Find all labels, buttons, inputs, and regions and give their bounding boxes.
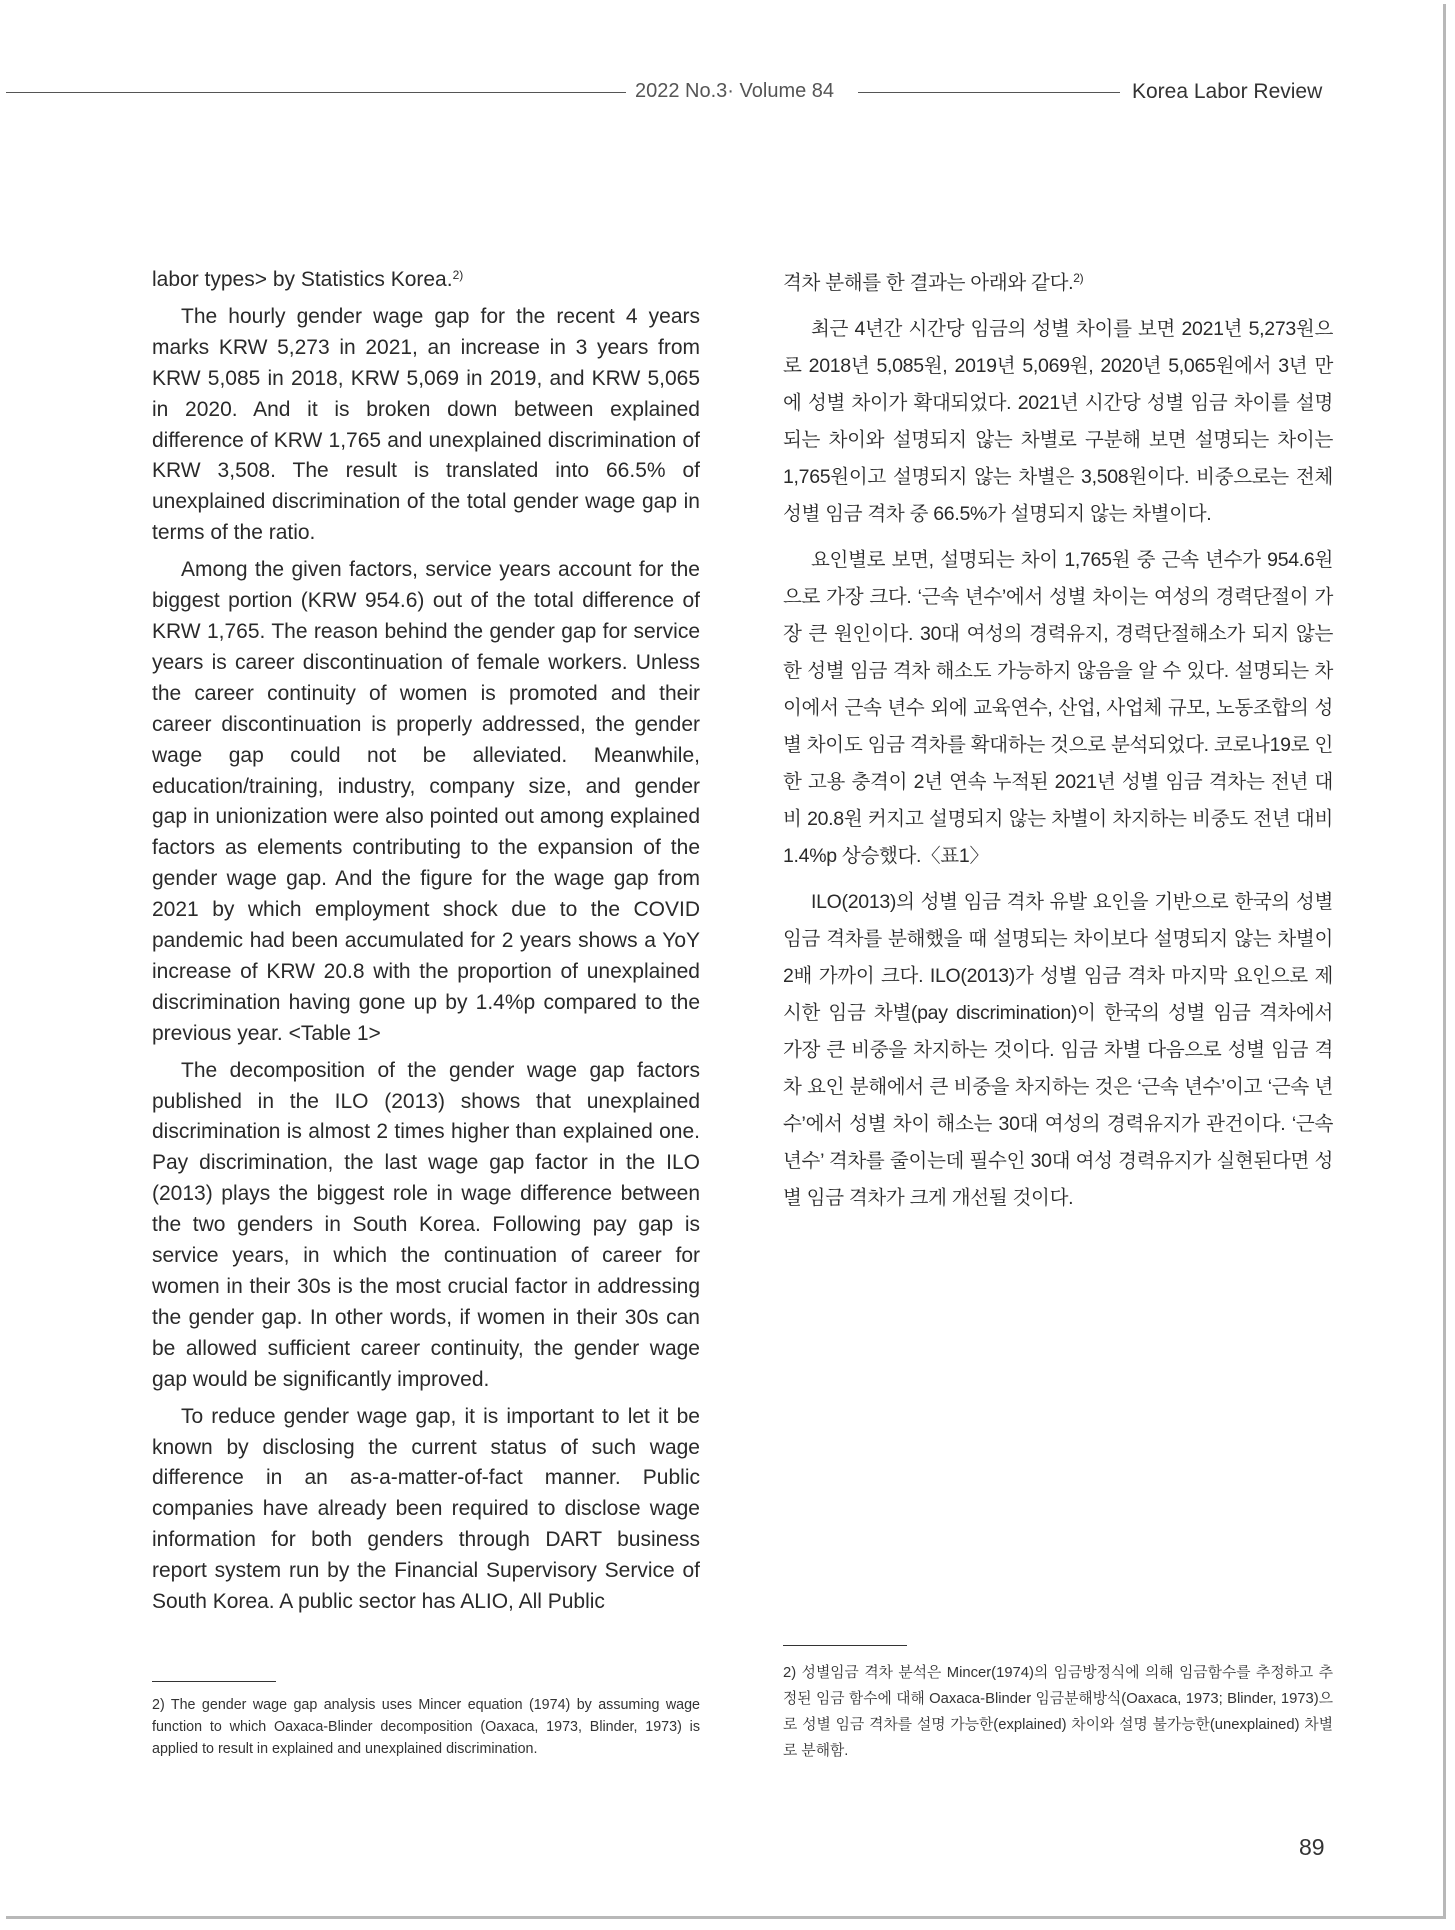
paragraph: 격차 분해를 한 결과는 아래와 같다.$^{2)}$: [783, 271, 1084, 294]
header-rule-middle: [858, 92, 1120, 93]
issue-info: 2022 No.3· Volume 84: [635, 80, 835, 102]
footnote-marker: 2): [452, 268, 464, 282]
english-column: [152, 260, 700, 1624]
paragraph: Among the given factors, service years account for the biggest portion (KRW 954.6) out of the total difference of KRW 1,765. The reason behind the gender gap for service years is career discontinuation of female workers. Unless the career continuity of women is promoted and their career discontinuation is properly addressed, the gender wage gap could not be alleviated. Meanwhile, education/training, industry, company size, and gender gap in unionization were also pointed out among explained factors as elements contributing to the expansion of the gender wage gap. And the figure for the wage gap from 2021 by which employment shock due to the COVID pandemic had been accumulated for 2 years shows a YoY increase of KRW 20.8 with the proportion of unexplained discrimination having gone up by 1.4%p compared to the previous year. <Table 1>: [152, 558, 700, 1045]
journal-title: Korea Labor Review: [1132, 80, 1323, 103]
paragraph: ILO(2013)의 성별 임금 격차 유발 요인을 기반으로 한국의 성별 임금 격차를 분해했을 때 설명되는 차이보다 설명되지 않는 차별이 2배 가까이 크다. ILO(2013)가 성별 임금 격차 마지막 요인으로 제시한 임금 차별(pay discrimination)이 한국의 성별 임금 격차에서 가장 큰 비중을 차지하는 것이다. 임금 차별 다음으로 성별 임금 격차 요인 분해에서 큰 비중을 차지하는 것은 ‘근속 년수’이고 ‘근속 년수’에서 성별 차이 해소는 30대 여성의 경력유지가 관건이다. ‘근속 년수’ 격차를 줄이는데 필수인 30대 여성 경력유지가 실현된다면 성별 임금 격차가 크게 개선될 것이다.: [783, 891, 1333, 1209]
paragraph: labor types> by Statistics Korea.$^{2)}$: [152, 268, 464, 291]
footnote-rule: [783, 1645, 907, 1646]
paragraph: To reduce gender wage gap, it is important to let it be known by disclosing the current status of such wage difference in an as-a-matter-of-fact manner. Public companies have already been required to disclose wage information for both genders through DART business report system run by the Financial Supervisory Service of South Korea. A public sector has ALIO, All Public: [152, 1404, 700, 1614]
header-rule-left: [6, 92, 626, 93]
page-number: 89: [1299, 1834, 1325, 1860]
footnote-rule: [152, 1681, 276, 1682]
footnote: 2) 성별임금 격차 분석은 Mincer(1974)의 임금방정식에 의해 임금함수를 추정하고 추정된 임금 함수에 대해 Oaxaca-Blinder 임금분해방식(Oaxaca, 1973; Blinder, 1973)으로 성별 임금 격차를 설명 가능한(explained) 차이와 설명 불가능한(unexplained) 차별로 분해함.: [783, 1665, 1333, 1759]
korean-column: [783, 260, 1333, 1226]
page: [6, 4, 1446, 1919]
paragraph: 요인별로 보면, 설명되는 차이 1,765원 중 근속 년수가 954.6원으로 가장 크다. ‘근속 년수’에서 성별 차이는 여성의 경력단절이 가장 큰 원인이다. 30대 여성의 경력유지, 경력단절해소가 되지 않는 한 성별 임금 격차 해소도 가능하지 않음을 알 수 있다. 설명되는 차이에서 근속 년수 외에 교육연수, 산업, 사업체 규모, 노동조합의 성별 차이도 임금 격차를 확대하는 것으로 분석되었다. 코로나19로 인한 고용 충격이 2년 연속 누적된 2021년 성별 임금 격차는 전년 대비 20.8원 커지고 설명되지 않는 차별이 차지하는 비중도 전년 대비 1.4%p 상승했다.〈표1〉: [783, 549, 1333, 867]
footnote-marker: 2): [1073, 271, 1084, 285]
paragraph: 최근 4년간 시간당 임금의 성별 차이를 보면 2021년 5,273원으로 2018년 5,085원, 2019년 5,069원, 2020년 5,065원에서 3년 만에 성별 차이가 확대되었다. 2021년 시간당 성별 임금 차이를 설명되는 차이와 설명되지 않는 차별로 구분해 보면 설명되는 차이는 1,765원이고 설명되지 않는 차별은 3,508원이다. 비중으로는 전체 성별 임금 격차 중 66.5%가 설명되지 않는 차별이다.: [783, 318, 1333, 525]
paragraph: The decomposition of the gender wage gap factors published in the ILO (2013) shows that unexplained discrimination is almost 2 times higher than explained one. Pay discrimination, the last wage gap factor in the ILO (2013) plays the biggest role in wage difference between the two genders in South Korea. Following pay gap is service years, in which the continuation of career for women in their 30s is the most crucial factor in addressing the gender gap. In other words, if women in their 30s can be allowed sufficient career continuity, the gender wage gap would be significantly improved.: [152, 1058, 700, 1391]
footnote: 2) The gender wage gap analysis uses Mincer equation (1974) by assuming wage function to which Oaxaca-Blinder decomposition (Oaxaca, 1973, Blinder, 1973) is applied to result in explained and unexplained discrimination.: [152, 1697, 700, 1757]
paragraph: The hourly gender wage gap for the recent 4 years marks KRW 5,273 in 2021, an increase in 3 years from KRW 5,085 in 2018, KRW 5,069 in 2019, and KRW 5,065 in 2020. And it is broken down between explained difference of KRW 1,765 and unexplained discrimination of KRW 3,508. The result is translated into 66.5% of unexplained discrimination of the total gender wage gap in terms of the ratio.: [152, 304, 700, 545]
